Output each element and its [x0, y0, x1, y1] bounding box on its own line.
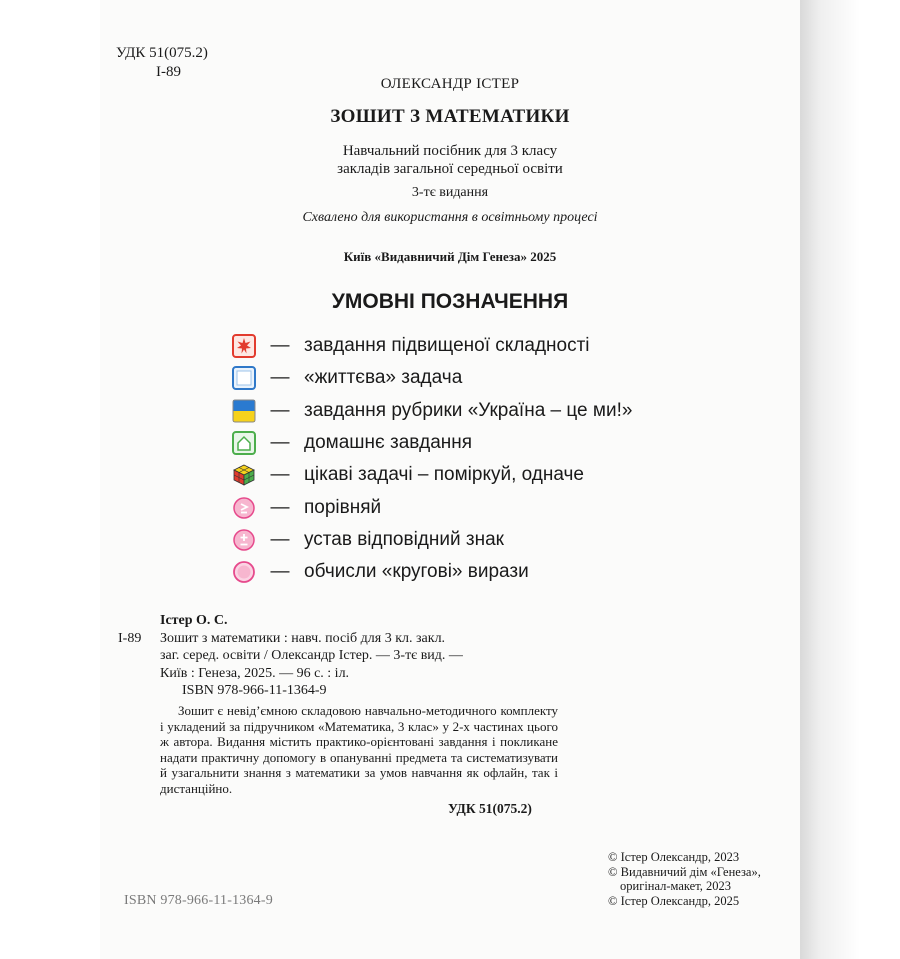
rubiks-cube-icon	[232, 463, 256, 487]
book-subtitle	[100, 142, 800, 178]
legend-label: завдання рубрики «Україна – це ми!»	[304, 399, 633, 421]
compare-circle-icon	[232, 496, 256, 520]
legend-dash: —	[270, 528, 290, 550]
legend-item	[232, 491, 712, 523]
isbn-footer: ISBN 978-966-11-1364-9	[124, 893, 273, 908]
author-name: ОЛЕКСАНДР ІСТЕР	[380, 76, 520, 92]
page-edge-shadow	[800, 0, 900, 959]
legend-list	[232, 330, 712, 588]
plus-minus-circle-icon	[232, 528, 256, 552]
legend-label: домашнє завдання	[304, 432, 473, 454]
legend-dash: —	[270, 432, 290, 454]
copyright-line: © Істер Олександр, 2023	[608, 850, 740, 864]
legend-label: завдання підвищеної складності	[304, 335, 590, 357]
abstract-text: Зошит є невід’ємною складовою навчально-методичного комплекту і укладений за підручником «Математика, 3 клас» у 2-х частинах цього ж автора. Видання містить практико-орієнтовані завдання і покликане надати практичну допомогу в опануванні предмета та систематизувати й узагальнити знання з математики за умов навчання як офлайн, так і дистанційно.	[160, 703, 558, 796]
house-icon	[232, 431, 256, 455]
udk-footer-code: УДК 51(075.2)	[448, 801, 532, 816]
index-code: І-89	[156, 64, 181, 80]
legend-dash: —	[270, 399, 290, 421]
legend-item	[232, 459, 712, 491]
legend-dash: —	[270, 464, 290, 486]
legend-label: цікаві задачі – поміркуй, одначе	[304, 464, 584, 486]
legend-label: обчисли «кругові» вирази	[304, 561, 529, 583]
catalog-line: Київ : Генеза, 2025. — 96 с. : іл.	[160, 665, 350, 681]
approval-note: Схвалено для використання в освітньому процесі	[302, 210, 598, 225]
legend-dash: —	[270, 496, 290, 518]
catalog-line: заг. серед. освіти / Олександр Істер. — 3-тє вид. —	[160, 648, 463, 663]
circle-icon	[232, 560, 256, 584]
ukraine-flag-icon	[232, 399, 256, 423]
subtitle-line-1: Навчальний посібник для 3 класу	[342, 143, 558, 159]
udk-code: УДК 51(075.2)	[116, 45, 208, 61]
copyright-line: © Видавничий дім «Генеза»,	[608, 864, 761, 879]
copyright-line: оригінал-макет, 2023	[620, 879, 731, 893]
catalog-author: Істер О. С.	[160, 613, 228, 628]
life-task-icon	[232, 366, 256, 390]
legend-dash: —	[270, 561, 290, 583]
legend-item	[232, 556, 712, 588]
legend-label: устав відповідний знак	[304, 528, 504, 550]
legend-title: УМОВНІ ПОЗНАЧЕННЯ	[331, 290, 569, 313]
legend-label: порівняй	[304, 496, 382, 518]
subtitle-line-2: закладів загальної середньої освіти	[337, 161, 563, 177]
book-title: ЗОШИТ З МАТЕМАТИКИ	[330, 106, 570, 127]
legend-item	[232, 524, 712, 556]
star-burst-icon	[232, 334, 256, 358]
catalog-line: Зошит з математики : навч. посіб для 3 кл. закл.	[160, 630, 446, 646]
catalog-code: І-89	[118, 630, 142, 646]
legend-item	[232, 395, 712, 427]
copyright-line: © Істер Олександр, 2025	[608, 893, 740, 908]
copyright-block	[608, 850, 761, 908]
legend-label: «життєва» задача	[304, 367, 463, 389]
legend-dash: —	[270, 367, 290, 389]
legend-item	[232, 427, 712, 459]
catalog-card	[118, 612, 463, 700]
legend-dash: —	[270, 335, 290, 357]
catalog-isbn: ISBN 978-966-11-1364-9	[182, 683, 327, 698]
legend-item	[232, 330, 712, 362]
legend-item	[232, 362, 712, 394]
publisher-line: Київ «Видавничий Дім Генеза» 2025	[343, 249, 557, 264]
edition-label: 3-тє видання	[411, 185, 489, 200]
